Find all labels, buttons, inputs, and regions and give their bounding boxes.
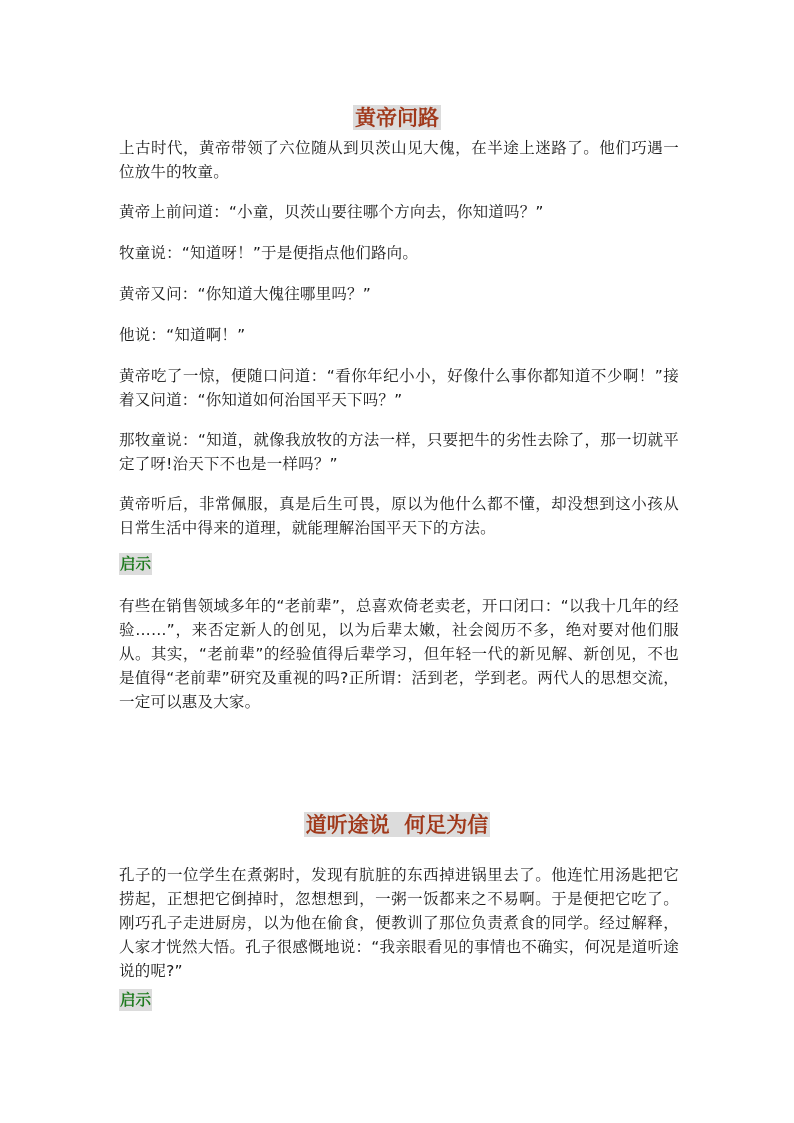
story1-title [0,105,794,131]
story1-paragraph-7: 那牧童说：“知道，就像我放牧的方法一样，只要把牛的劣性去除了，那一切就平定了呀!治天下不也是一样吗？” [119,431,679,473]
story1-hint-text: 有些在销售领域多年的“老前辈”，总喜欢倚老卖老，开口闭口：“以我十几年的经验……”，来否定新人的创见，以为后辈太嫩，社会阅历不多，绝对要对他们服从。其实，“老前辈”的经验值得后辈学习，但年轻一代的新见解、新创见，不也是值得“老前辈”研究及重视的吗?正所谓：活到老，学到老。两代人的思想交流，一定可以惠及大家。 [119,597,679,711]
story1-paragraph-6: 黄帝吃了一惊，便随口问道：“看你年纪小小，好像什么事你都知道不少啊！”接着又问道：“你知道如何治国平天下吗？” [119,367,679,409]
story1-paragraph-1: 上古时代，黄帝带领了六位随从到贝茨山见大傀，在半途上迷路了。他们巧遇一位放牛的牧童。 [119,139,679,181]
story2-title-text: 道听途说 何足为信 [305,812,489,837]
story2-paragraph-1: 孔子的一位学生在煮粥时，发现有肮脏的东西掉进锅里去了。他连忙用汤匙把它捞起，正想把它倒掉时，忽想想到，一粥一饭都来之不易啊。于是便把它吃了。刚巧孔子走进厨房，以为他在偷食，便教训了那位负责煮食的同学。经过解释，人家才恍然大悟。孔子很感慨地说：“我亲眼看见的事情也不确实，何况是道听途说的呢?” [119,866,679,980]
story1-paragraph-3: 牧童说：“知道呀！”于是便指点他们路向。 [119,244,419,262]
story2-hint-label: 启示 [120,990,152,1009]
story1-paragraph-4: 黄帝又问：“你知道大傀往哪里吗？” [119,285,371,303]
story1-paragraph-2: 黄帝上前问道：“小童，贝茨山要往哪个方向去，你知道吗？” [119,203,544,221]
story1-hint-label: 启示 [120,554,152,573]
story2-title [0,812,794,838]
story1-paragraph-8: 黄帝听后，非常佩服，真是后生可畏，原以为他什么都不懂，却没想到这小孩从日常生活中得来的道理，就能理解治国平天下的方法。 [119,495,679,537]
story1-paragraph-5: 他说：“知道啊！” [119,326,246,344]
story1-title-text: 黄帝问路 [355,105,439,130]
